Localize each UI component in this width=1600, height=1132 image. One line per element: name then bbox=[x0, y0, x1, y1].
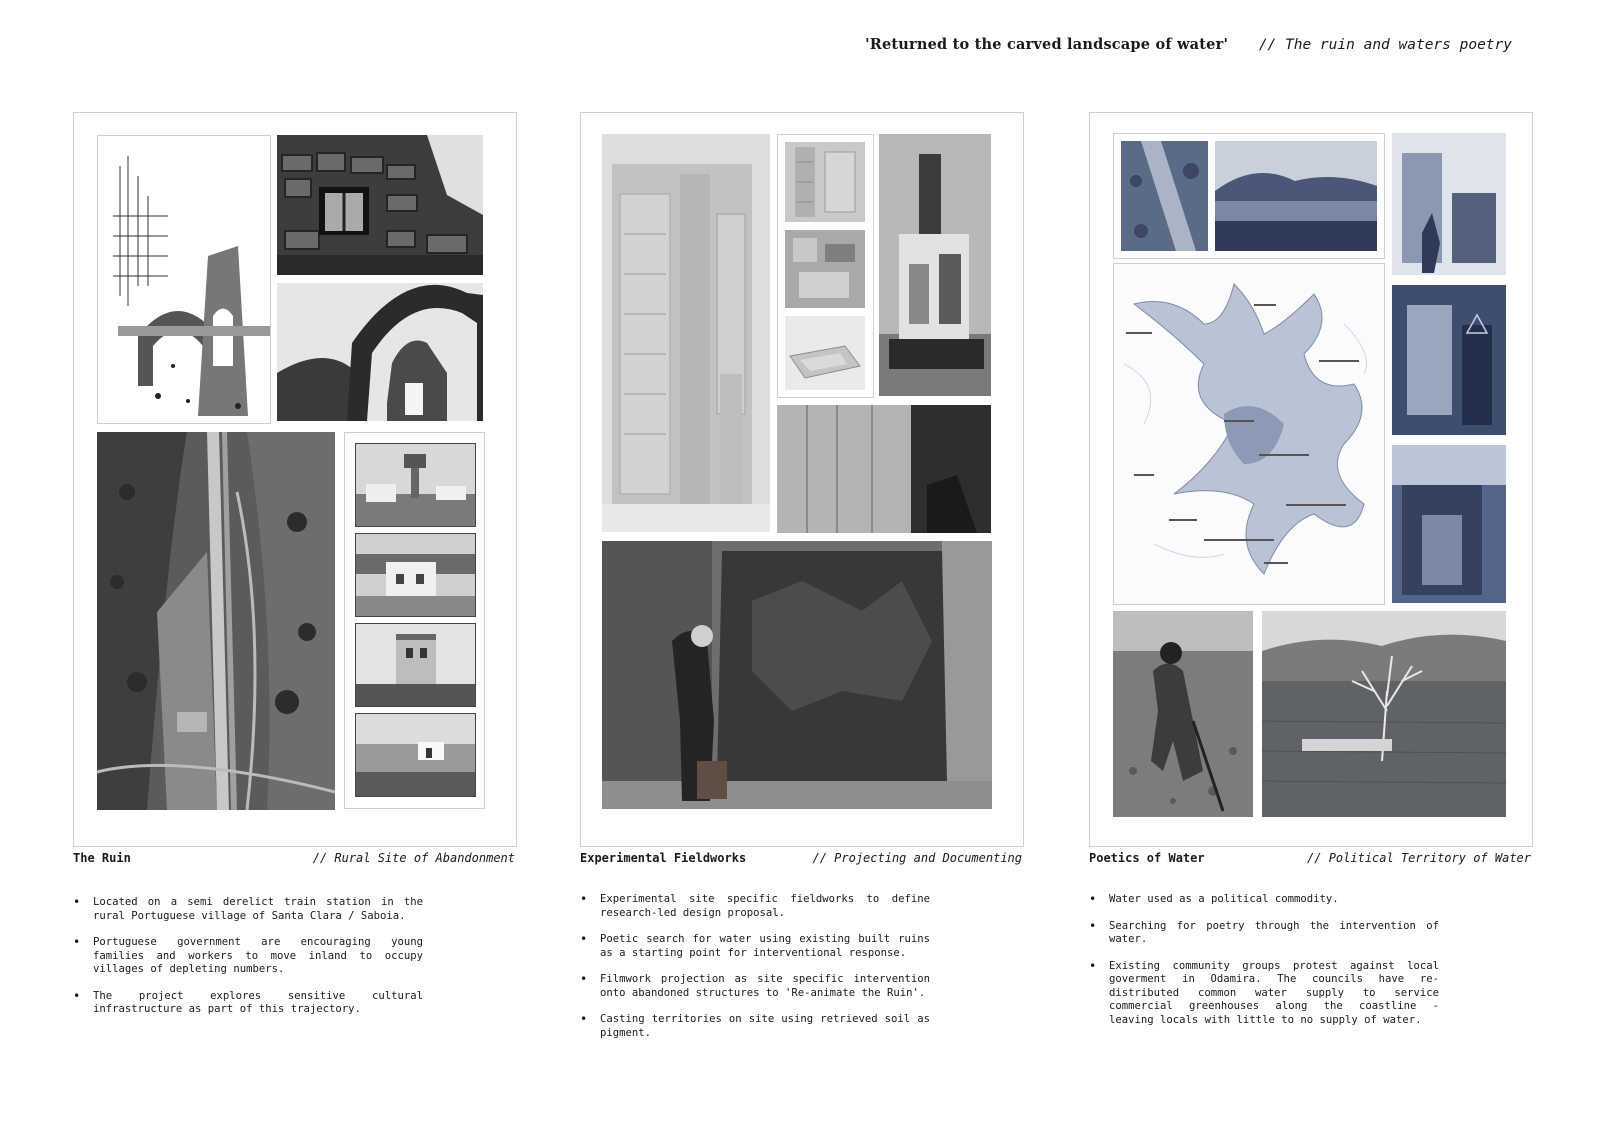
water-bullet-list bbox=[1089, 893, 1439, 1040]
list-item: • Casting territories on site using retrieved soil as pigment. bbox=[580, 1013, 930, 1040]
ruin-title: The Ruin bbox=[73, 851, 131, 865]
water-panel bbox=[1089, 112, 1533, 847]
aerial-site-photo bbox=[97, 432, 335, 810]
water-title: Poetics of Water bbox=[1089, 851, 1205, 865]
fieldworks-bullet-list bbox=[580, 893, 930, 1053]
cyanotype-reservoir-photo bbox=[1215, 141, 1377, 251]
door-and-wall-photo bbox=[777, 405, 991, 533]
list-item: • Poetic search for water using existing built ruins as a starting point for interventional response. bbox=[580, 933, 930, 960]
list-item: • Portuguese government are encouraging young families and workers to move inland to occupy villages of depleting numbers. bbox=[73, 936, 423, 977]
relief-detail-strip bbox=[777, 134, 874, 398]
water-subtitle: // Political Territory of Water bbox=[1307, 851, 1531, 865]
relief-detail-2 bbox=[785, 230, 865, 308]
relief-detail-1 bbox=[785, 142, 865, 222]
ruin-sketch-image bbox=[97, 135, 271, 424]
ruin-bullet-list bbox=[73, 896, 423, 1030]
list-item: • Located on a semi derelict train station in the rural Portuguese village of Santa Clara / Saboia. bbox=[73, 896, 423, 923]
ruin-panel bbox=[73, 112, 517, 847]
list-item: • Existing community groups protest against local goverment in Odamira. The councils have re-distributed common water supply to service commercial greenhouses along the coastline - leaving locals with little to no supply of water. bbox=[1089, 960, 1439, 1028]
relief-detail-3 bbox=[785, 316, 865, 390]
sculpture-model-photo bbox=[879, 134, 991, 396]
water-tower-photo bbox=[355, 443, 476, 527]
cyanotype-top-frame bbox=[1113, 133, 1385, 259]
list-item: • Experimental site specific fieldworks to define research-led design proposal. bbox=[580, 893, 930, 920]
page-title: 'Returned to the carved landscape of water' bbox=[865, 36, 1229, 53]
cyanotype-figure-photo-2 bbox=[1392, 285, 1506, 435]
fieldworks-title: Experimental Fieldworks bbox=[580, 851, 747, 865]
ruin-arch-photo bbox=[277, 283, 483, 421]
ruin-subtitle: // Rural Site of Abandonment bbox=[312, 851, 515, 865]
ruin-stone-wall-photo bbox=[277, 135, 483, 275]
list-item: • Water used as a political commodity. bbox=[1089, 893, 1439, 907]
cyanotype-ruin-photo bbox=[1392, 445, 1506, 603]
flooded-tree-photo bbox=[1262, 611, 1506, 817]
cast-relief-photo bbox=[602, 134, 770, 532]
station-building-photo-2 bbox=[355, 623, 476, 707]
man-by-water-photo bbox=[1113, 611, 1253, 817]
cyanotype-aerial-photo bbox=[1121, 141, 1208, 251]
cyanotype-figure-photo-1 bbox=[1392, 133, 1506, 275]
reservoir-map-drawing bbox=[1113, 263, 1385, 605]
fieldworks-subtitle: // Projecting and Documenting bbox=[812, 851, 1022, 865]
list-item: • Filmwork projection as site specific intervention onto abandoned structures to 'Re-animate the Ruin'. bbox=[580, 973, 930, 1000]
fieldworks-panel bbox=[580, 112, 1024, 847]
list-item: • The project explores sensitive cultural infrastructure as part of this trajectory. bbox=[73, 990, 423, 1017]
station-building-photo-3 bbox=[355, 713, 476, 797]
ruin-caption bbox=[73, 851, 515, 865]
station-building-photo-1 bbox=[355, 533, 476, 617]
water-caption bbox=[1089, 851, 1531, 865]
projection-street-photo bbox=[602, 541, 992, 809]
page-subtitle: // The ruin and waters poetry bbox=[1258, 37, 1512, 53]
train-station-photo-strip bbox=[344, 432, 485, 809]
fieldworks-caption bbox=[580, 851, 1022, 865]
page-header bbox=[865, 36, 1512, 53]
list-item: • Searching for poetry through the intervention of water. bbox=[1089, 920, 1439, 947]
